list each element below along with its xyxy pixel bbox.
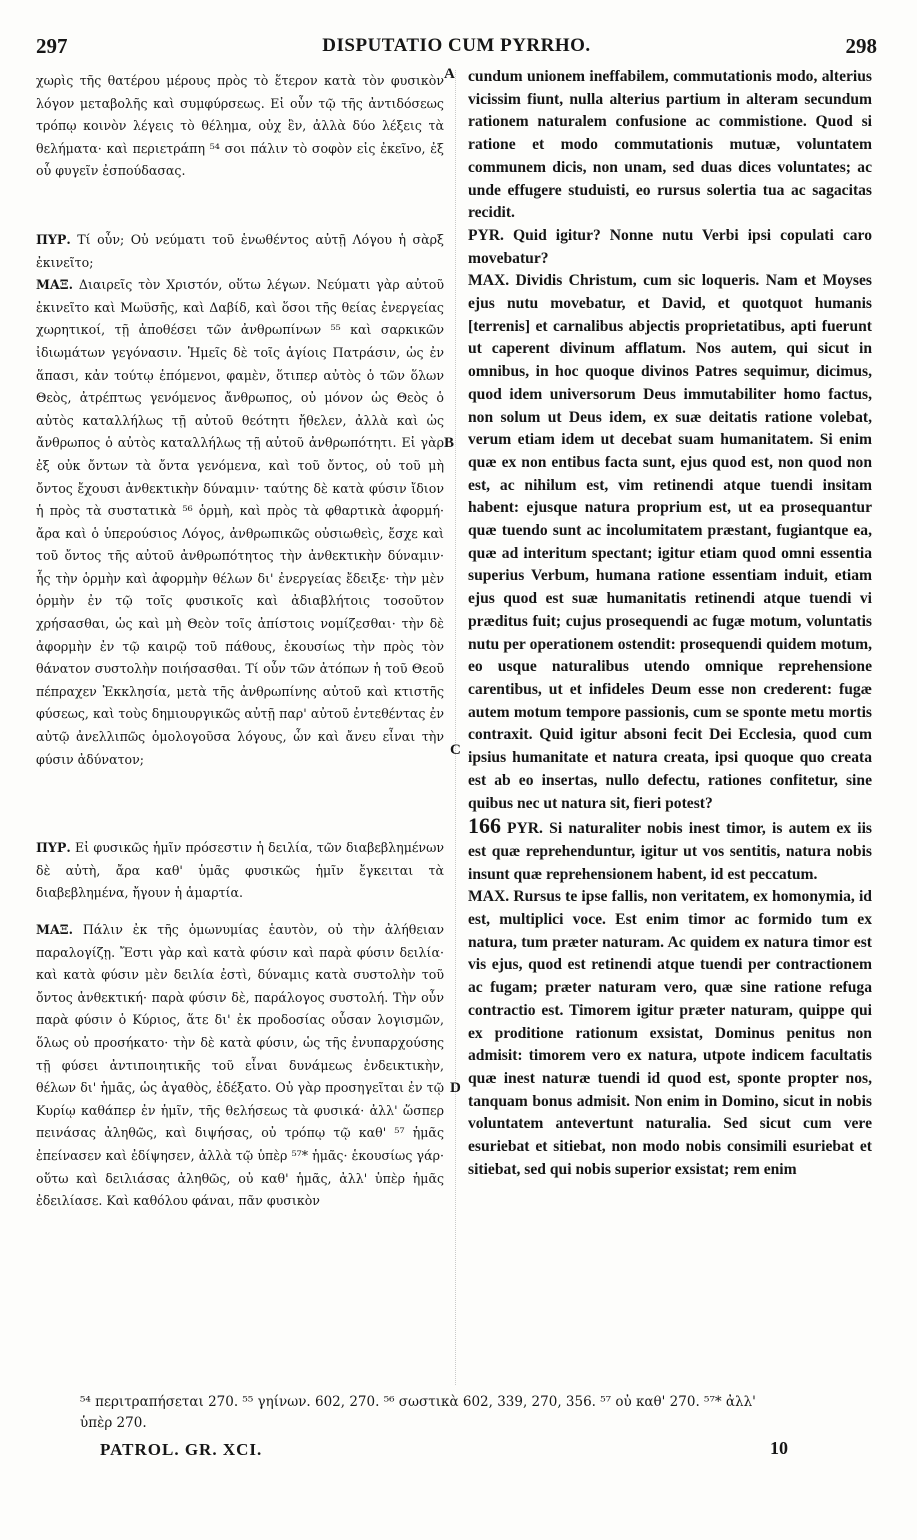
speech-text: Πάλιν ἐκ τῆς ὁμωνυμίας ἑαυτὸν, οὐ τὴν ἀλήθειαν παραλογίζῃ. Ἔστι γὰρ καὶ κατὰ φύσιν καὶ παρὰ φύσιν δειλία· καὶ κατὰ φύσιν μὲν δειλία ἐστὶ, δύναμις κατὰ συστολὴν τοῦ ὄντος ἀνθεκτική· παρὰ φύσιν δὲ, παράλογος συστολή. Τὴν οὖν παρὰ φύσιν ὁ Κύριος, ἅτε δι' ἐκ προδοσίας οὖσαν λογισμῶν, ὅλως οὐ προσήκατο· τὴν δὲ κατὰ φύσιν, ὡς τῆς ἐνυπαρχούσης τῇ φύσει ἀντιποιητικῆς τοῦ εἶναι δυνάμεως ἐνδεικτικὴν, θέλων δι' ἡμᾶς, ὡς ἀγαθὸς, ἐδέξατο. Οὐ γὰρ προσηγεῖται ἐν τῷ Κυρίῳ καθάπερ ἐν ἡμῖν, τῆς θελήσεως τὰ φυσικά· ἀλλ' ὥσπερ πεινάσας ἀληθῶς, καὶ διψήσας, οὐ τρόπῳ τῷ καθ' ⁵⁷ ἡμᾶς ἐπείνασεν καὶ ἐδίψησεν, ἀλλὰ τῷ ὑπὲρ ⁵⁷* ἡμᾶς· ἑκουσίως γάρ· οὕτω καὶ δειλιάσας ἀληθῶς, οὐ καθ' ἡμᾶς, ἀλλ' ὑπὲρ ἡμᾶς ἐδειλίασε. Καὶ καθόλου φάναι, πᾶν φυσικὸν [36,922,444,1209]
latin-paragraph [468,270,872,815]
latin-paragraph [468,815,872,886]
greek-paragraph [36,229,444,274]
speech-text: Εἰ φυσικῶς ἡμῖν πρόσεστιν ἡ δειλία, τῶν διαβεβλημένων δὲ αὐτὴ, ἄρα καθ' ὑμᾶς φυσικῶς ἡμῖν ἔγκειται τὰ διαβεβλημένα, ἤγουν ἡ ἁμαρτία. [36,840,444,901]
margin-marker-a: A [444,66,455,82]
footnote-line: ⁵⁴ περιτραπήσεται 270. ⁵⁵ γηίνων. 602, 270. ⁵⁶ σωστικὰ 602, 339, 270, 356. ⁵⁷ οὐ καθ' 270. ⁵⁷* ἀλλ' [80,1394,756,1410]
speech-text: Si naturaliter nobis inest timor, is autem ex iis est quæ reprehenduntur, igitur ut vos sentitis, natura nobis insunt quæ reprehensionem habent, id est peccatum. [468,820,872,883]
margin-marker-d: D [450,1080,461,1096]
speech-text: Quid igitur? Nonne nutu Verbi ipsi copulati caro movebatur? [468,226,872,267]
page-number-right: 298 [845,34,877,58]
column-divider [455,70,456,1385]
speaker-label: ΜΑΞ. [36,922,73,937]
greek-paragraph [36,919,444,1213]
running-header [36,34,877,64]
sheet-number: 10 [770,1438,788,1458]
greek-paragraph: χωρὶς τῆς θατέρου μέρους πρὸς τὸ ἕτερον κατὰ τὸν φυσικὸν λόγον μεταβολῆς καὶ συμφύρσεως. Εἰ οὖν τῷ τῆς ἀντιδόσεως τρόπῳ κοινὸν λέγεις τὸ θέλημα, οὐχ ἓν, ἀλλὰ δύο λέξεις τὰ θελήματα· καὶ περιετράπη ⁵⁴ σοι πάλιν τὸ σοφὸν εἰς ἐκεῖνο, ἐξ οὗ φυγεῖν ἐσπούδασας. [36,73,444,179]
footnotes [80,1392,877,1434]
speaker-label: PYR. [468,226,504,244]
latin-paragraph: cundum unionem ineffabilem, commutationis modo, alterius vicissim fiunt, nulla alterius partium in alteram secundum rationem naturalem confusione ac commistione. Quod si ratione et modo commutationis mutuæ, voluntatem communem dicis, non unam, sed duas dices voluntates; ac unde effugere studuisti, eo rursus solertia tua ac sagacitas recidit. [468,68,872,222]
footnote-line: ὑπὲρ 270. [80,1415,147,1431]
speech-text: Διαιρεῖς τὸν Χριστόν, οὕτω λέγων. Νεύματι γὰρ αὐτοῦ ἐκινεῖτο καὶ Μωϋσῆς, καὶ Δαβίδ, καὶ ὅσοι τῆς θείας ἐνεργείας χωρητικοί, τῇ ἀποθέσει τῶν ἀνθρωπίνων ⁵⁵ καὶ σαρκικῶν ἰδιωμάτων γεγόνασιν. Ἡμεῖς δὲ τοῖς ἁγίοις Πατράσιν, ὡς ἐν ἅπασι, κἀν τούτῳ ἑπόμενοι, φαμὲν, ὅτιπερ αὐτὸς ὁ τῶν ὅλων Θεὸς, ἀτρέπτως γενόμενος ἄνθρωπος, οὐ μόνον ὡς Θεὸς ὁ αὐτὸς καταλλήλως τῇ αὐτοῦ θεότητι ἤθελεν, ἀλλὰ καὶ ὡς ἄνθρωπος ὁ αὐτὸς καταλλήλως τῇ αὐτοῦ ἀνθρωπότητι. Εἰ γὰρ ἐξ οὐκ ὄντων τὰ ὄντα γενόμενα, καὶ τοῦ ὄντος, οὐ τοῦ μὴ ὄντος ἔχουσι ἀνθεκτικὴν δύναμιν· ταύτης δὲ κατὰ φύσιν ἴδιον ἡ πρὸς τὰ συστατικὰ ⁵⁶ ὁρμὴ, καὶ πρὸς τὰ φθαρτικὰ ἀφορμή· ἄρα καὶ ὁ ὑπερούσιος Λόγος, ἀνθρωπικῶς οὐσιωθεὶς, ἔσχε καὶ τοῦ ὄντος τῆς αὐτοῦ ἀνθρωπότητος τὴν ἀνθεκτικὴν δύναμιν· ἧς τὴν ὁρμὴν καὶ ἀφορμὴν θέλων δι' ἐνεργείας ἔδειξε· τὴν μὲν ὁρμὴν ἐν τῷ τοῖς φυσικοῖς καὶ ἀδιαβλήτοις τοσοῦτον χρήσασθαι, ὡς καὶ μὴ Θεὸν τοῖς ἀπίστοις νομίζεσθαι· τὴν δὲ ἀφορμὴν ἐν τῷ καιρῷ τοῦ πάθους, ἑκουσίως τὴν πρὸς τὸν θάνατον συστολὴν ποιήσασθαι. Τί οὖν τῶν ἀτόπων ἡ τοῦ Θεοῦ πέπραχεν Ἐκκλησία, μετὰ τῆς ἀνθρωπίνης αὐτοῦ καὶ κτιστῆς φύσεως, καὶ τοὺς δημιουργικῶς αὐτῇ παρ' αὐτοῦ ἐντεθέντας ἐν αὐτῷ ἀνελλιπῶς ὁμολογοῦσα λόγους, ὧν καὶ ἄνευ εἶναι τὴν φύσιν ἀδύνατον; [36,277,444,767]
speech-text: Τί οὖν; Οὐ νεύματι τοῦ ἑνωθέντος αὐτῇ Λόγου ἡ σὰρξ ἐκινεῖτο; [36,231,444,270]
chapter-number: 166 [468,813,501,839]
speaker-label: MAX. [468,272,510,290]
speaker-label: ΜΑΞ. [36,277,73,293]
running-title: DISPUTATIO CUM PYRRHO. [322,35,591,56]
speaker-label: ΠΥΡ. [36,231,71,247]
latin-column [468,66,872,1181]
greek-paragraph [36,274,444,771]
latin-paragraph [468,225,872,270]
printer-signature: PATROL. GR. XCI. [100,1440,263,1459]
speech-text: Rursus te ipse fallis, non veritatem, ex homonymia, id est, multiplici voce. Est enim timor ac formido tum ex natura, tum præter naturam. Ac quidem ex natura timor est vis ejus, quod est retinendi atque tuendi per contractionem ac fugam; præter naturam vero, quæ sine ratione refuga contractio est. Timorem igitur præter naturam, quippe qui ex proditione rationum exsistat, Dominus penitus non admisit: timorem vero ex natura, utpote indicem facultatis quæ inest naturæ tuendi id quod est, sponte propter nos, tanquam bonus admisit. Non enim in Domino, sicut in nobis voluntatem antevertunt naturalia. Sed sicut cum vere esuriebat et sitiebat, non modo nobis consimili esuriebat et sitiebat, sed qui nobis superior exsistat; rem enim [468,888,872,1178]
page-number-left: 297 [36,34,68,58]
latin-paragraph [468,886,872,1181]
speaker-label: ΠΥΡ. [36,840,71,856]
margin-marker-b: B [444,435,455,451]
greek-paragraph [36,837,444,905]
speaker-label: PYR. [507,820,543,838]
margin-marker-c: C [450,742,461,758]
greek-column [36,70,444,1213]
speech-text: Dividis Christum, cum sic loqueris. Nam et Moyses ejus nutu movebatur, et David, et quotquot humanis [terrenis] et carnalibus abjectis proprietatibus, apti fuerunt ut caperent divinum afflatum. Nos autem, qui sicut in omnibus, in hoc quoque divinos Patres sequimur, dicimus, quod idem universorum Deus immutabiliter homo factus, non solum ut Deus idem, ex suæ deitatis ratione volebat, verum etiam idem ut decebat suam humanitatem. Si enim quæ ex non entibus facta sunt, ejus quod est, non quod non est, ac nihilum est, vim retinendi atque tuendi insitam habent: ejusque natura proprium est, ut ea prosequantur quæ tuendo sunt ac incolumitatem præstant, fugiantque ea, quæ ad interitum spectant; igitur etiam quod omni essentia superius Verbum, humana ratione essentiam induit, etiam ejus quod est suæ humanitatis retinendi atque tuendi vi præditus fuit; cujus prosequendi ac fugæ motum, voluntatis nutu per operationem ostendit: prosequendi quidem motum, eo usque naturalibus utendo omnique reprehensione carentibus, ut et infideles Deum esse non crederent: fugæ autem motum tempore passionis, cum se sponte metu mortis contraxit. Quid igitur absoni fecit Dei Ecclesia, quod cum ipsius humanitate et natura creata, ipsi quoque quo creata est ab eo insertas, nullo defectu, rationes confitetur, sine quibus nec ut natura sit, fieri potest? [468,272,872,812]
speaker-label: MAX. [468,888,510,906]
